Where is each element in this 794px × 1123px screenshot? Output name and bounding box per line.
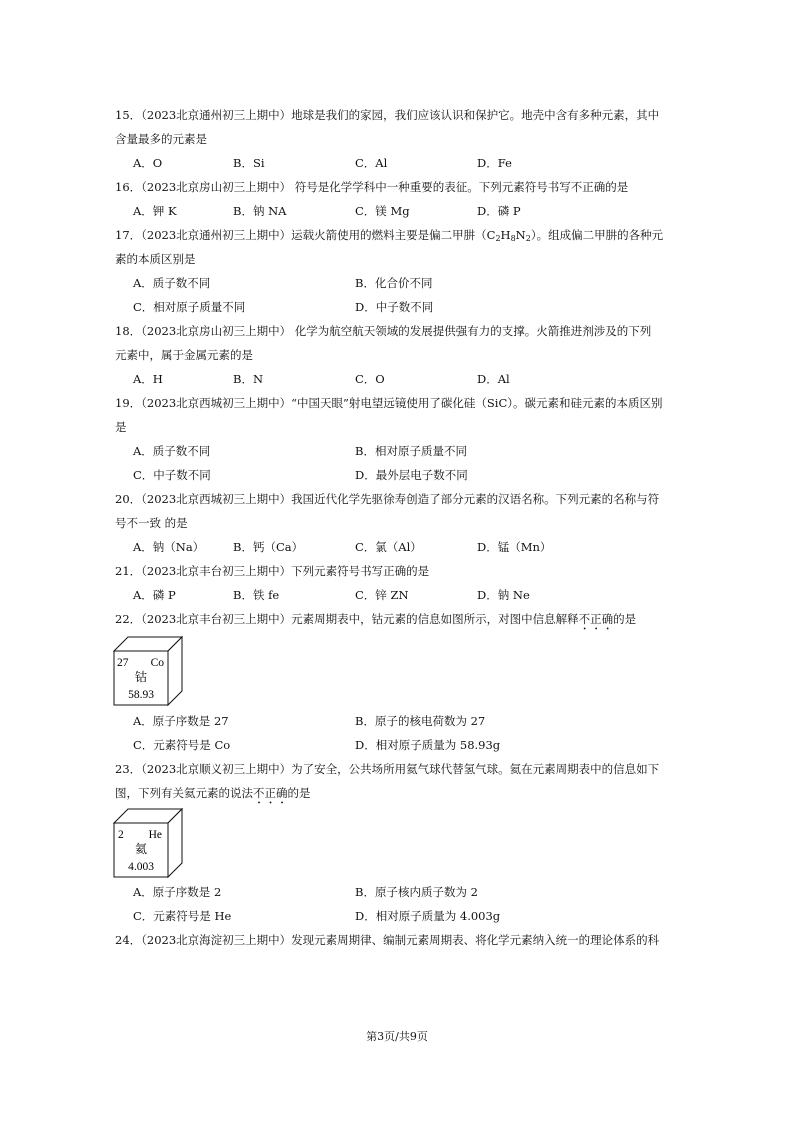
q22-stem-line1: 22．（2023北京丰台初三上期中）元素周期表中，钴元素的信息如图所示，对图中信息解释不正确的是 bbox=[115, 612, 637, 626]
q23-option-d: D．相对原子质量为 4.003g bbox=[355, 909, 501, 923]
q20-stem-line2: 号不一致 的是 bbox=[115, 516, 188, 530]
q16-option-d: D．磷 P bbox=[477, 204, 521, 218]
q23-stem-line1: 23．（2023北京顺义初三上期中）为了安全，公共场所用氦气球代替氢气球。氦在元素周期表中的信息如下 bbox=[115, 762, 660, 776]
q21-option-c: C．锌 ZN bbox=[355, 588, 409, 602]
q22-option-b: B．原子的核电荷数为 27 bbox=[355, 714, 486, 728]
cobalt-atomic-number: 27 bbox=[117, 657, 129, 669]
q21-option-d: D．钠 Ne bbox=[477, 588, 530, 602]
q16-option-c: C．镁 Mg bbox=[355, 204, 410, 218]
q18-stem-line1: 18．（2023北京房山初三上期中） 化学为航空航天领域的发展提供强有力的支撑。火箭推进剂涉及的下列 bbox=[115, 324, 652, 338]
cobalt-name: 钴 bbox=[134, 670, 148, 684]
q22-option-c: C．元素符号是 Co bbox=[133, 738, 231, 752]
q15-option-b: B．Si bbox=[233, 156, 265, 170]
q21-option-a: A．磷 P bbox=[133, 588, 176, 602]
q23-option-c: C．元素符号是 He bbox=[133, 909, 232, 923]
element-cell-cobalt bbox=[110, 633, 184, 707]
cobalt-symbol: Co bbox=[150, 657, 164, 669]
q17-option-c: C．相对原子质量不同 bbox=[133, 300, 246, 314]
page-footer: 第3页/共9页 bbox=[366, 1030, 428, 1043]
q17-stem-line2: 素的本质区别是 bbox=[115, 252, 196, 266]
q18-option-d: D．Al bbox=[477, 372, 510, 386]
q23-stem-line2: 图，下列有关氦元素的说法不正确的是 bbox=[115, 786, 311, 800]
q24-stem-line1: 24．（2023北京海淀初三上期中）发现元素周期律、编制元素周期表、将化学元素纳入统一的理论体系的科 bbox=[115, 933, 660, 947]
q18-option-a: A．H bbox=[133, 372, 163, 386]
helium-atomic-number: 2 bbox=[118, 829, 124, 841]
q16-stem-line1: 16．（2023北京房山初三上期中） 符号是化学学科中一种重要的表征。下列元素符号书写不正确的是 bbox=[115, 180, 629, 194]
q18-stem-line2: 元素中，属于金属元素的是 bbox=[115, 348, 253, 362]
helium-atomic-mass: 4.003 bbox=[128, 861, 154, 873]
q18-option-c: C．O bbox=[355, 372, 385, 386]
q15-option-a: A．O bbox=[133, 156, 163, 170]
q20-option-b: B．钙（Ca） bbox=[233, 540, 304, 554]
helium-symbol: He bbox=[148, 829, 162, 841]
q17-option-a: A．质子数不同 bbox=[133, 276, 211, 290]
q19-stem-line1: 19．（2023北京西城初三上期中）“中国天眼”射电望远镜使用了碳化硅（SiC）。碳元素和硅元素的本质区别 bbox=[115, 396, 663, 410]
q23-option-b: B．原子核内质子数为 2 bbox=[355, 885, 478, 899]
q15-option-d: D．Fe bbox=[477, 156, 512, 170]
q18-option-b: B．N bbox=[233, 372, 264, 386]
q23-option-a: A．原子序数是 2 bbox=[133, 885, 222, 899]
q22-option-d: D．相对原子质量为 58.93g bbox=[355, 738, 501, 752]
q19-option-c: C．中子数不同 bbox=[133, 468, 211, 482]
q20-option-c: C．氯（Al） bbox=[355, 540, 422, 554]
q17-stem-line1: 17．（2023北京通州初三上期中）运载火箭使用的燃料主要是偏二甲肼$(C_2H_8N_2)$。组成偏二甲肼的各种元 bbox=[115, 228, 664, 243]
q20-option-d: D．锰（Mn） bbox=[477, 540, 552, 554]
q21-option-b: B．铁 fe bbox=[233, 588, 280, 602]
element-cell-cobalt-frame bbox=[110, 633, 184, 707]
q19-option-b: B．相对原子质量不同 bbox=[355, 444, 467, 458]
cobalt-atomic-mass: 58.93 bbox=[128, 689, 154, 701]
element-cell-helium bbox=[110, 805, 184, 879]
q20-stem-line1: 20．（2023北京西城初三上期中）我国近代化学先驱徐寿创造了部分元素的汉语名称。下列元素的名称与符 bbox=[115, 492, 660, 506]
q15-stem-line2: 含量最多的元素是 bbox=[115, 132, 207, 146]
q17-option-d: D．中子数不同 bbox=[355, 300, 434, 314]
q16-option-b: B．钠 NA bbox=[233, 204, 287, 218]
q17-option-b: B．化合价不同 bbox=[355, 276, 433, 290]
q19-option-d: D．最外层电子数不同 bbox=[355, 468, 468, 482]
helium-name: 氦 bbox=[134, 842, 148, 856]
q15-stem-line1: 15．（2023北京通州初三上期中）地球是我们的家园，我们应该认识和保护它。地壳中含有多种元素，其中 bbox=[115, 108, 660, 122]
q19-stem-line2: 是 bbox=[115, 420, 127, 434]
q19-option-a: A．质子数不同 bbox=[133, 444, 211, 458]
q16-option-a: A．钾 K bbox=[133, 204, 177, 218]
element-cell-helium-frame bbox=[110, 805, 184, 879]
q22-option-a: A．原子序数是 27 bbox=[133, 714, 229, 728]
q20-option-a: A．钠（Na） bbox=[133, 540, 205, 554]
q21-stem-line1: 21．（2023北京丰台初三上期中）下列元素符号书写正确的是 bbox=[115, 564, 430, 578]
q15-option-c: C．Al bbox=[355, 156, 388, 170]
